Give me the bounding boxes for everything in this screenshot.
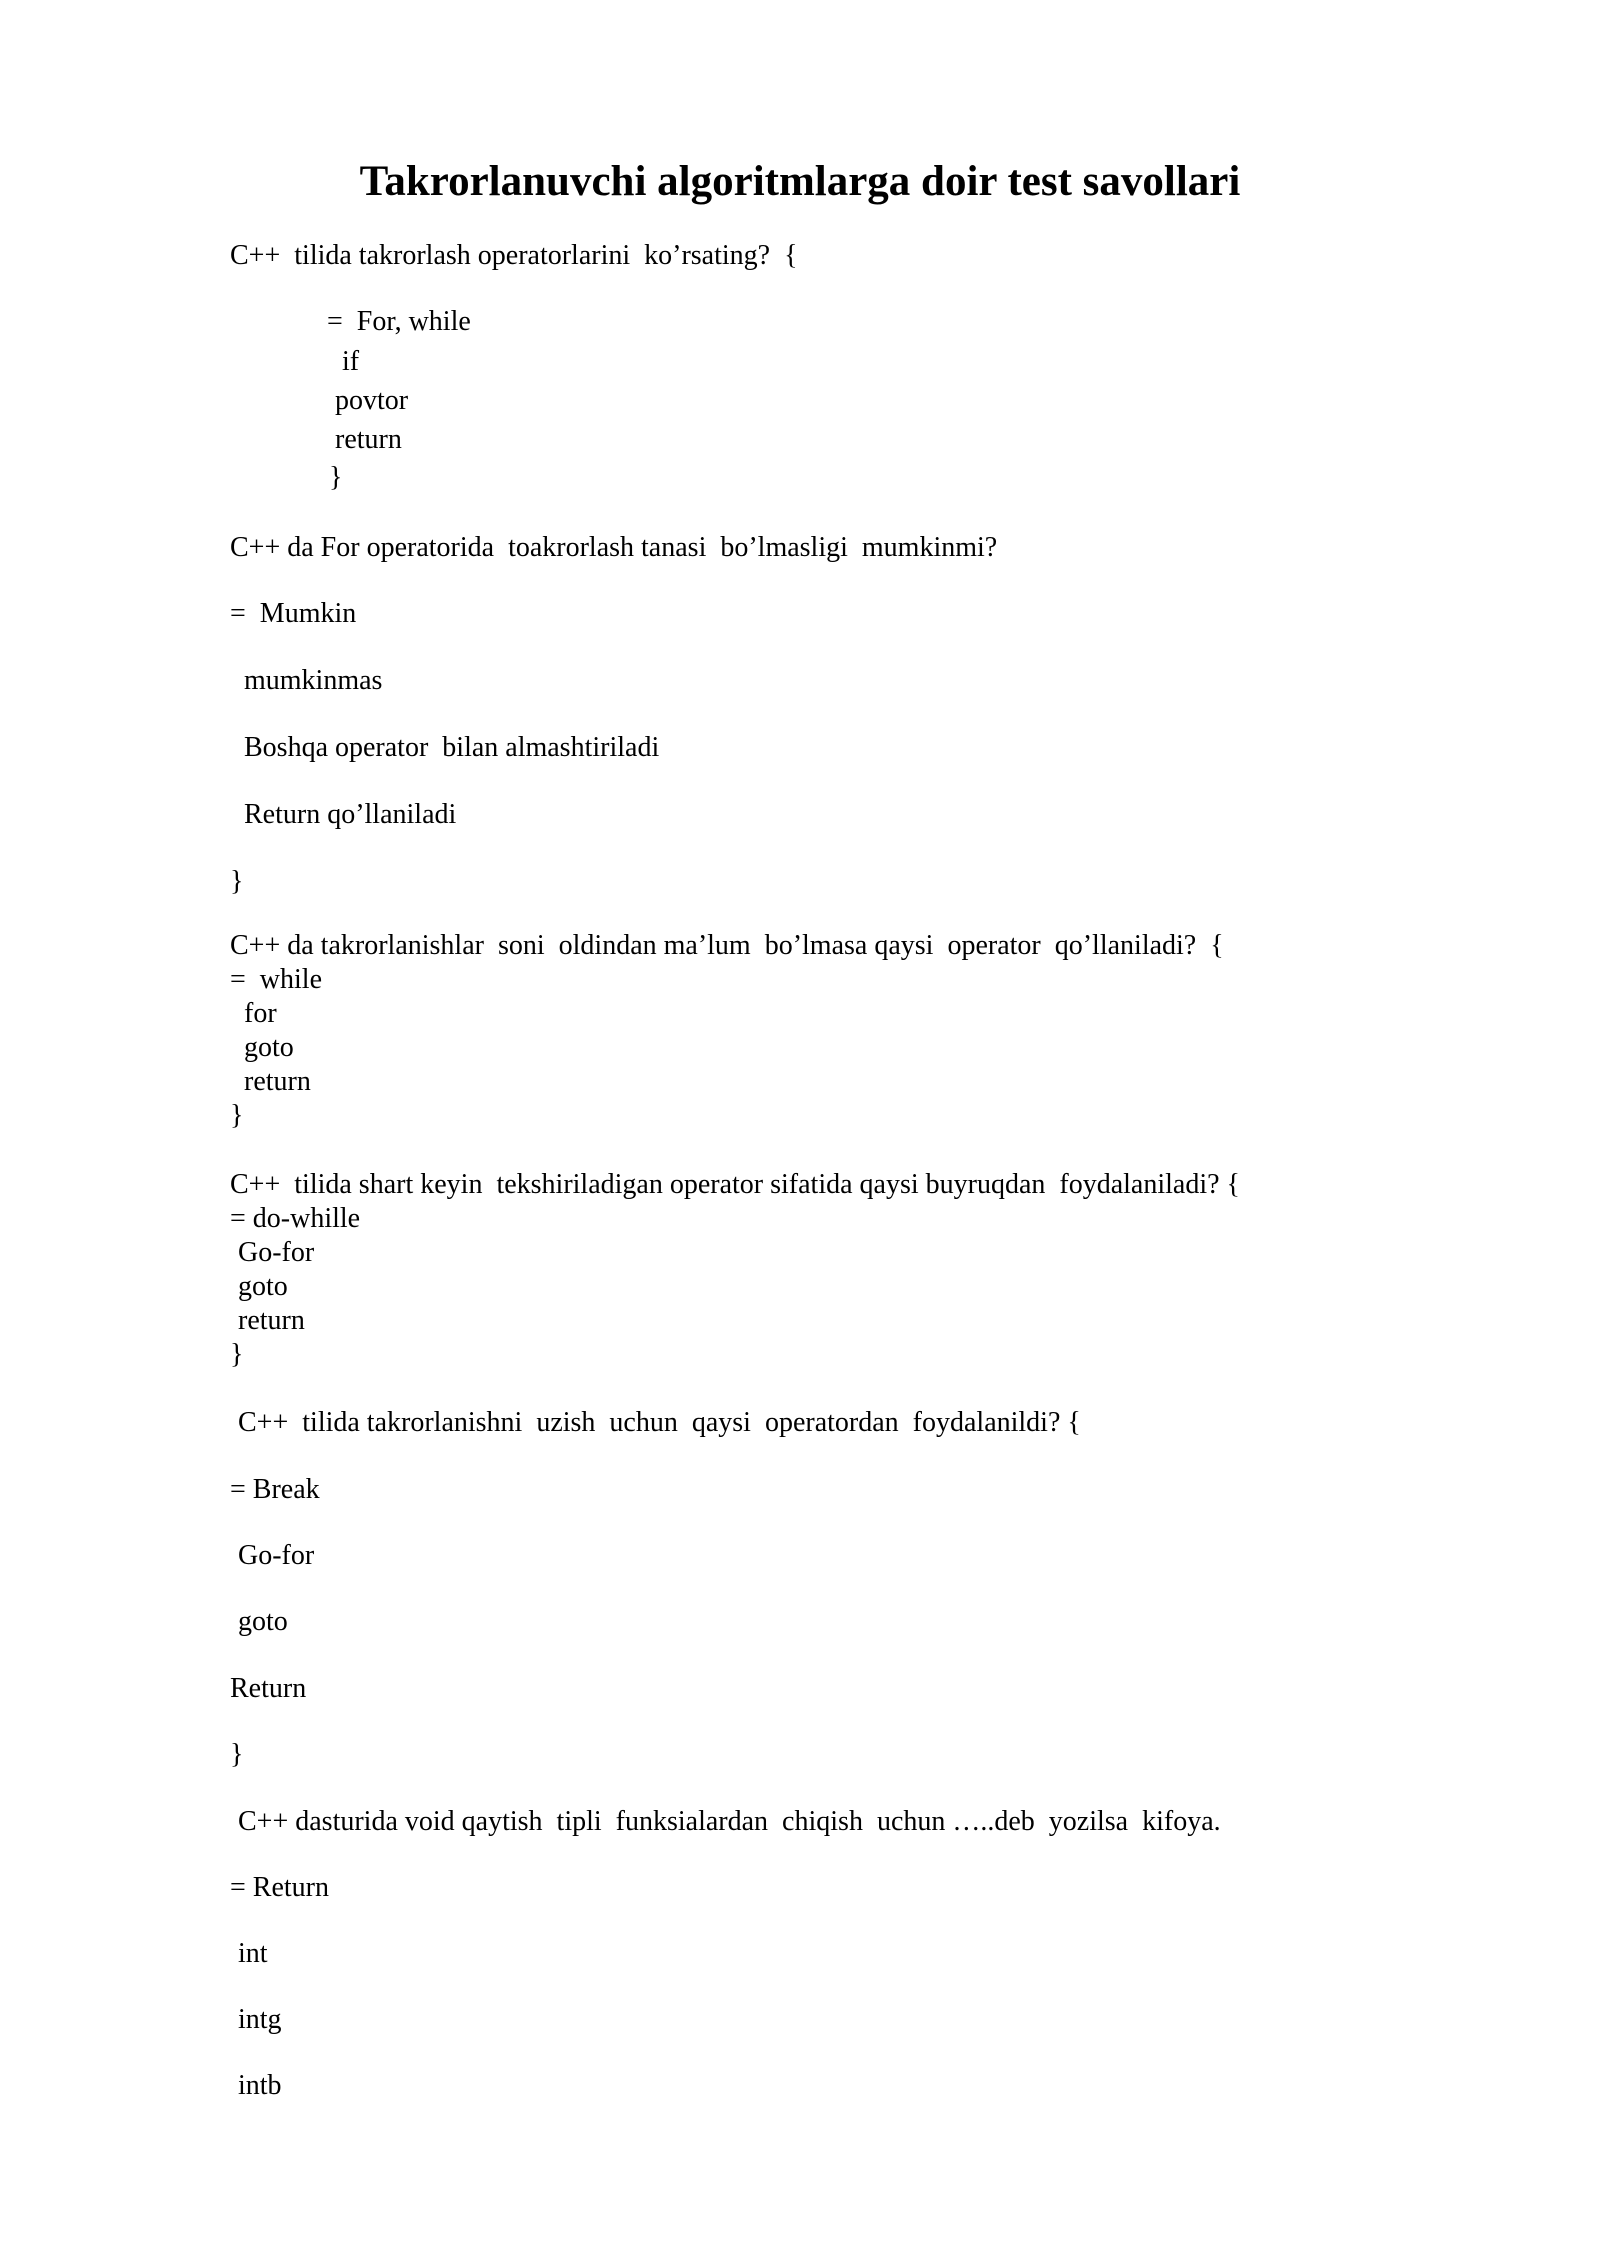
question-2-text: C++ da For operatorida toakrorlash tanasi bo’lmasligi mumkinmi? (230, 532, 998, 563)
question-1-text: C++ tilida takrorlash operatorlarini ko’rsating? { (230, 240, 798, 271)
question-4-option-4: return (238, 1305, 305, 1336)
question-3-text: C++ da takrorlanishlar soni oldindan ma’lum bo’lmasa qaysi operator qo’llaniladi? { (230, 930, 1224, 961)
question-2-option-2: mumkinmas (244, 665, 383, 696)
question-1-option-1: = For, while (327, 306, 471, 337)
question-2-option-4: Return qo’llaniladi (244, 799, 457, 830)
question-3-option-3: goto (244, 1032, 294, 1063)
question-1-option-3: povtor (335, 385, 409, 416)
question-5-text: C++ tilida takrorlanishni uzish uchun qaysi operatordan foydalanildi? { (238, 1407, 1081, 1438)
question-4-option-3: goto (238, 1271, 288, 1302)
question-3-close: } (230, 1100, 244, 1131)
question-5-option-3: goto (238, 1606, 288, 1637)
question-4-option-2: Go-for (238, 1237, 315, 1268)
page-title: Takrorlanuvchi algoritmlarga doir test savollari (359, 158, 1241, 205)
question-2-option-1: = Mumkin (230, 598, 357, 629)
question-5-close: } (230, 1739, 244, 1770)
question-6-option-4: intb (238, 2070, 282, 2101)
question-4-close: } (230, 1339, 244, 1370)
question-4-option-1: = do-whille (230, 1203, 361, 1234)
question-6-option-1: = Return (230, 1872, 329, 1903)
question-3-option-2: for (244, 998, 277, 1029)
question-6-text: C++ dasturida void qaytish tipli funksialardan chiqish uchun …..deb yozilsa kifoya. (238, 1806, 1221, 1837)
question-3-option-1: = while (230, 964, 322, 995)
question-5-option-2: Go-for (238, 1540, 315, 1571)
question-1-close: } (329, 462, 343, 493)
question-4-text: C++ tilida shart keyin tekshiriladigan operator sifatida qaysi buyruqdan foydalaniladi? { (230, 1169, 1240, 1200)
question-2-option-3: Boshqa operator bilan almashtiriladi (244, 732, 660, 763)
question-1-option-4: return (335, 424, 402, 455)
question-2-close: } (230, 866, 244, 897)
question-6-option-3: intg (238, 2004, 282, 2035)
question-6-option-2: int (238, 1938, 268, 1969)
question-3-option-4: return (244, 1066, 311, 1097)
question-1-option-2: if (342, 346, 360, 377)
question-5-option-4: Return (230, 1673, 307, 1704)
question-5-option-1: = Break (230, 1474, 320, 1505)
